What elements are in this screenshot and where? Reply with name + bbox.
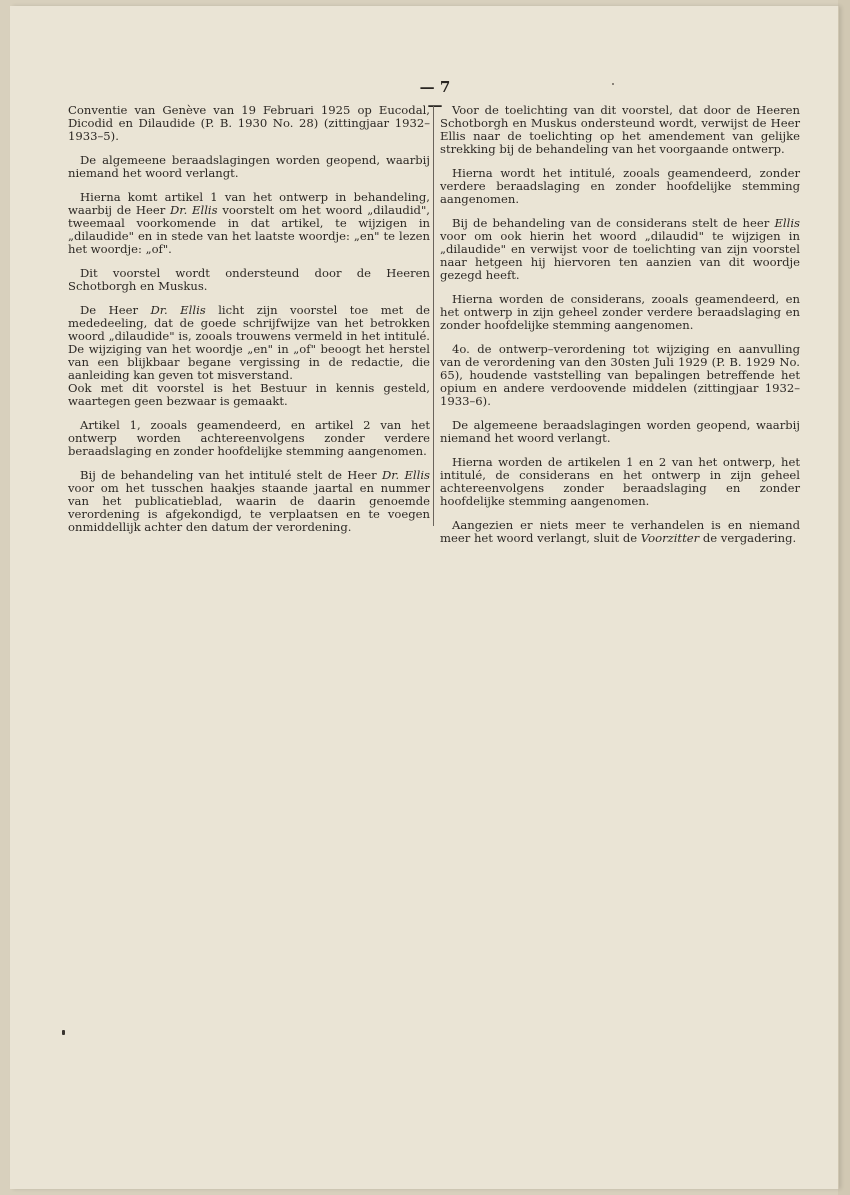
paper-edge [838, 0, 850, 1195]
paragraph: Hierna wordt het intitulé, zooals geamendeerd, zonder verdere beraadslaging en zonder hoofdelijke stemming aangenomen. [440, 166, 800, 206]
paragraph: Voor de toelichting van dit voorstel, dat door de Heeren Schotborgh en Muskus ondersteund wordt, verwijst de Heer Ellis naar de toelichting op het amendement van gelijke strekking bij de behandeling van het voorgaande ontwerp. [440, 103, 800, 156]
right-column [440, 104, 800, 556]
speaker-name: Ellis [774, 216, 800, 230]
paragraph: Conventie van Genève van 19 Februari 1925 op Eucodal, Dicodid en Dilaudide (P. B. 1930 No. 28) (zittingjaar 1932–1933–5). [68, 103, 430, 143]
speaker-name: Dr. Ellis [150, 303, 206, 317]
paragraph: Artikel 1, zooals geamendeerd, en artikel 2 van het ontwerp worden achtereenvolgens zonder verdere beraadslaging en zonder hoofdelijke stemming aangenomen. [68, 418, 430, 458]
speaker-name: Dr. Ellis [381, 468, 430, 482]
paragraph: 4o. de ontwerp–verordening tot wijziging en aanvulling van de verordening van den 30sten Juli 1929 (P. B. 1929 No. 65), houdende vaststelling van bepalingen betreffende het opium en andere verdoovende middelen (zittingjaar 1932–1933–6). [440, 342, 800, 408]
paragraph: Hierna worden de artikelen 1 en 2 van het ontwerp, het intitulé, de considerans en het ontwerp in zijn geheel achtereenvolgens zonder beraadslaging en zonder hoofdelijke stemming aangenomen. [440, 455, 800, 508]
paragraph: Hierna worden de considerans, zooals geamendeerd, en het ontwerp in zijn geheel zonder verdere beraadslaging en zonder hoofdelijke stemming aangenomen. [440, 292, 800, 332]
left-column [68, 104, 430, 545]
paper-speck [62, 1030, 65, 1035]
paragraph: Bij de behandeling van de considerans stelt de heer Ellis voor om ook hierin het woord „dilaudid" te wijzigen in „dilaudide" en verwijst voor de toelichting van zijn voorstel naar hetgeen hij hiervoren ten aanzien van dit woordje gezegd heeft. [440, 216, 800, 282]
paragraph: Aangezien er niets meer te verhandelen is en niemand meer het woord verlangt, sluit de Voorzitter de vergadering. [440, 518, 800, 545]
paper-speck [612, 83, 614, 85]
chairman-title: Voorzitter [640, 531, 700, 545]
speaker-name: Dr. Ellis [170, 203, 218, 217]
column-divider [433, 106, 434, 526]
paragraph: De Heer Dr. Ellis licht zijn voorstel toe met de mededeeling, dat de goede schrijfwijze van het betrokken woord „dilaudide" is, zooals trouwens vermeld in het intitulé. De wijziging van het woordje „en" in „of" beoogt het herstel van een blijkbaar begane vergissing in de redactie, die aanleiding kan geven tot misverstand. [68, 303, 430, 382]
paragraph: Hierna komt artikel 1 van het ontwerp in behandeling, waarbij de Heer Dr. Ellis voorstelt om het woord „dilaudid", tweemaal voorkomende in dat artikel, te wijzigen in „dilaudide" en in stede van het laatste woordje: „en" te lezen het woordje: „of". [68, 190, 430, 256]
paragraph: De algemeene beraadslagingen worden geopend, waarbij niemand het woord verlangt. [440, 418, 800, 445]
page-number: — 7 — [419, 78, 451, 114]
paragraph: Bij de behandeling van het intitulé stelt de Heer Dr. Ellis voor om het tusschen haakjes staande jaartal en nummer van het publicatieblad, waarin de daarin genoemde verordening is afgekondigd, te verplaatsen en te voegen onmiddellijk achter den datum der verordening. [68, 468, 430, 534]
paragraph: Dit voorstel wordt ondersteund door de Heeren Schotborgh en Muskus. [68, 266, 430, 293]
paragraph: Ook met dit voorstel is het Bestuur in kennis gesteld, waartegen geen bezwaar is gemaakt. [68, 381, 430, 408]
paragraph: De algemeene beraadslagingen worden geopend, waarbij niemand het woord verlangt. [68, 153, 430, 180]
